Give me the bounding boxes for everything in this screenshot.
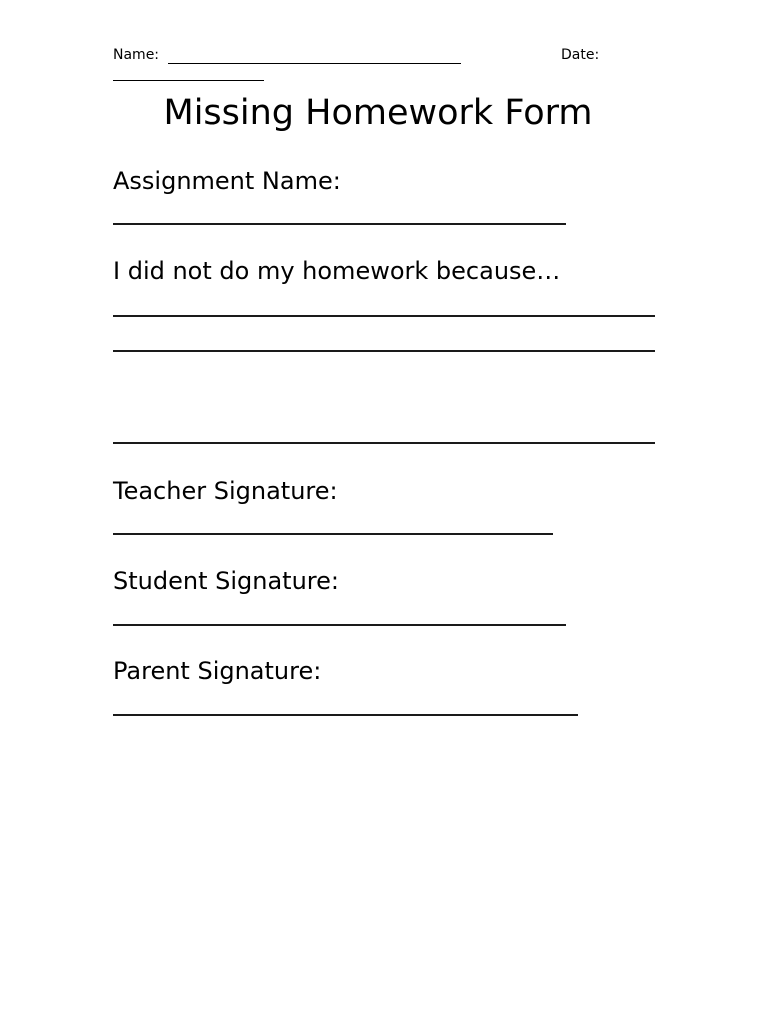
student-signature-label: Student Signature: [113,567,339,595]
name-label: Name: [113,47,160,63]
date-label: Date: [561,47,600,63]
parent-signature-label: Parent Signature: [113,657,322,685]
assignment-name-line[interactable] [113,223,566,225]
parent-signature-line[interactable] [113,714,578,716]
reason-line-3[interactable] [113,442,655,444]
name-field-line[interactable] [168,63,461,64]
page-title: Missing Homework Form [163,93,593,133]
teacher-signature-line[interactable] [113,533,553,535]
student-signature-line[interactable] [113,624,566,626]
assignment-name-label: Assignment Name: [113,167,341,195]
date-field-line[interactable] [113,80,264,81]
reason-line-2[interactable] [113,350,655,352]
teacher-signature-label: Teacher Signature: [113,477,338,505]
reason-line-1[interactable] [113,315,655,317]
reason-label: I did not do my homework because… [113,257,561,285]
